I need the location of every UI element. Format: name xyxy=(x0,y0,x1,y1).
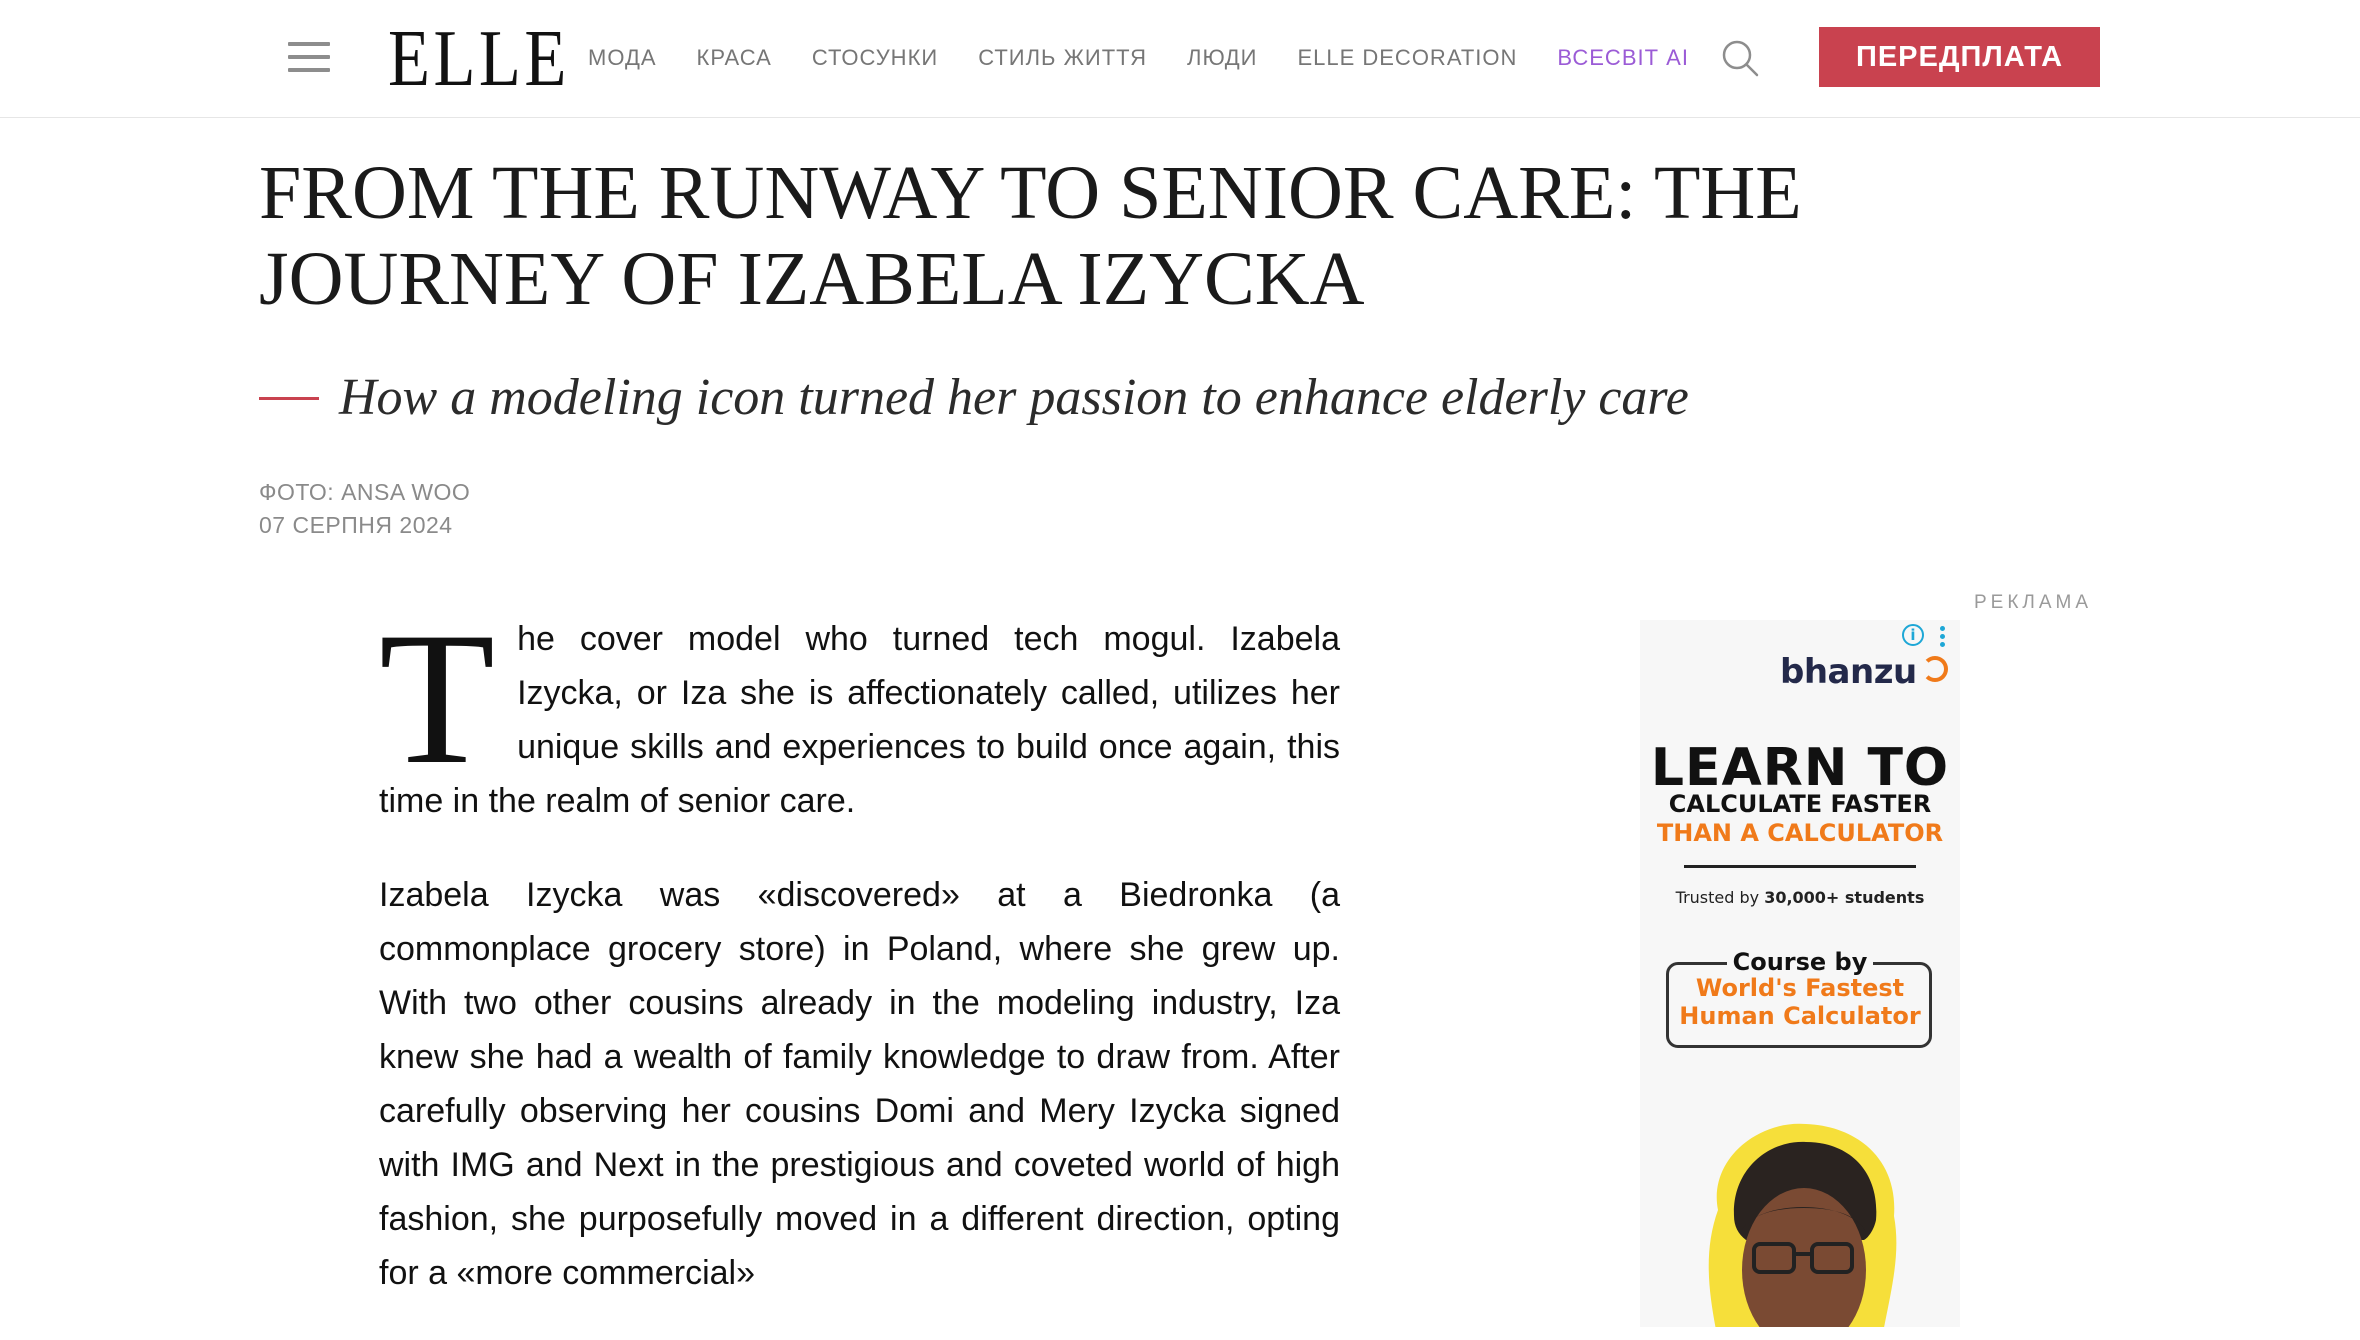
search-icon[interactable] xyxy=(1720,38,1760,78)
ad-course-line-1: World's Fastest xyxy=(1695,974,1905,1002)
article-subtitle: How a modeling icon turned her passion to enhance elderly care xyxy=(339,369,1689,426)
ad-label: РЕКЛАМА xyxy=(1974,592,2093,613)
ad-brand-ring-icon xyxy=(1922,656,1948,682)
nav-item-liudy[interactable]: ЛЮДИ xyxy=(1187,45,1258,70)
main-nav xyxy=(588,44,1729,72)
subscribe-button[interactable]: ПЕРЕДПЛАТА xyxy=(1819,27,2100,87)
nav-item-krasa[interactable]: КРАСА xyxy=(696,45,772,70)
ad-trust-text xyxy=(1640,888,1960,907)
nav-item-moda[interactable]: МОДА xyxy=(588,45,657,70)
article-subtitle-block xyxy=(259,362,1689,434)
ad-course-title xyxy=(1640,948,1960,976)
drop-cap: T xyxy=(379,594,496,804)
nav-item-styl-zhyttia[interactable]: СТИЛЬ ЖИТТЯ xyxy=(978,45,1148,70)
ad-line-2: CALCULATE FASTER xyxy=(1668,790,1932,818)
subtitle-accent-line xyxy=(259,397,319,400)
photo-credit: ФОТО: ANSA WOO xyxy=(259,479,471,505)
paragraph xyxy=(379,594,1340,828)
ad-info-icon[interactable]: i xyxy=(1902,624,1924,646)
ad-brand-logo: bhanzu xyxy=(1780,652,1917,692)
article-meta xyxy=(259,476,470,542)
advertisement[interactable] xyxy=(1640,620,1960,1327)
nav-item-elle-decoration[interactable]: ELLE DECORATION xyxy=(1297,45,1518,70)
ad-divider xyxy=(1684,865,1916,868)
ad-trust-count: 30,000+ students xyxy=(1764,888,1925,907)
ad-course-line-2: Human Calculator xyxy=(1679,1002,1921,1030)
nav-item-stosunky[interactable]: СТОСУНКИ xyxy=(811,45,939,70)
paragraph: Izabela Izycka was «discovered» at a Biedronka (a commonplace grocery store) in Poland, where she grew up. With two other cousins already in the modeling industry, Iza knew she had a wealth of family knowledge to draw from. After carefully observing her cousins Domi and Mery Izycka signed with IMG and Next in the prestigious and coveted world of high fashion, she purposefully moved in a different direction, opting for a «more commercial» xyxy=(379,876,1340,1292)
nav-item-vsesvit-ai[interactable]: ВСЕСВІТ AI xyxy=(1557,45,1689,70)
article-body xyxy=(379,594,1340,1340)
ad-headline: LEARN TO xyxy=(1650,738,1950,798)
article-title: FROM THE RUNWAY TO SENIOR CARE: THE JOURNEY OF IZABELA IZYCKA xyxy=(259,151,1802,321)
ad-person-photo xyxy=(1688,1120,1912,1327)
paragraph-text: he cover model who turned tech mogul. Izabela Izycka, or Iza she is affectionately called, utilizes her unique skills and experiences to build once again, this time in the realm of senior care. xyxy=(379,620,1340,820)
ad-options-icon[interactable] xyxy=(1940,626,1946,650)
ad-trust-prefix: Trusted by xyxy=(1675,888,1765,907)
site-header xyxy=(0,0,2360,118)
publish-date: 07 СЕРПНЯ 2024 xyxy=(259,512,453,538)
ad-course-title-text: Course by xyxy=(1727,948,1874,976)
ad-line-3: THAN A CALCULATOR xyxy=(1656,819,1944,847)
menu-icon[interactable] xyxy=(288,40,332,74)
elle-logo[interactable]: ELLE xyxy=(388,15,570,103)
